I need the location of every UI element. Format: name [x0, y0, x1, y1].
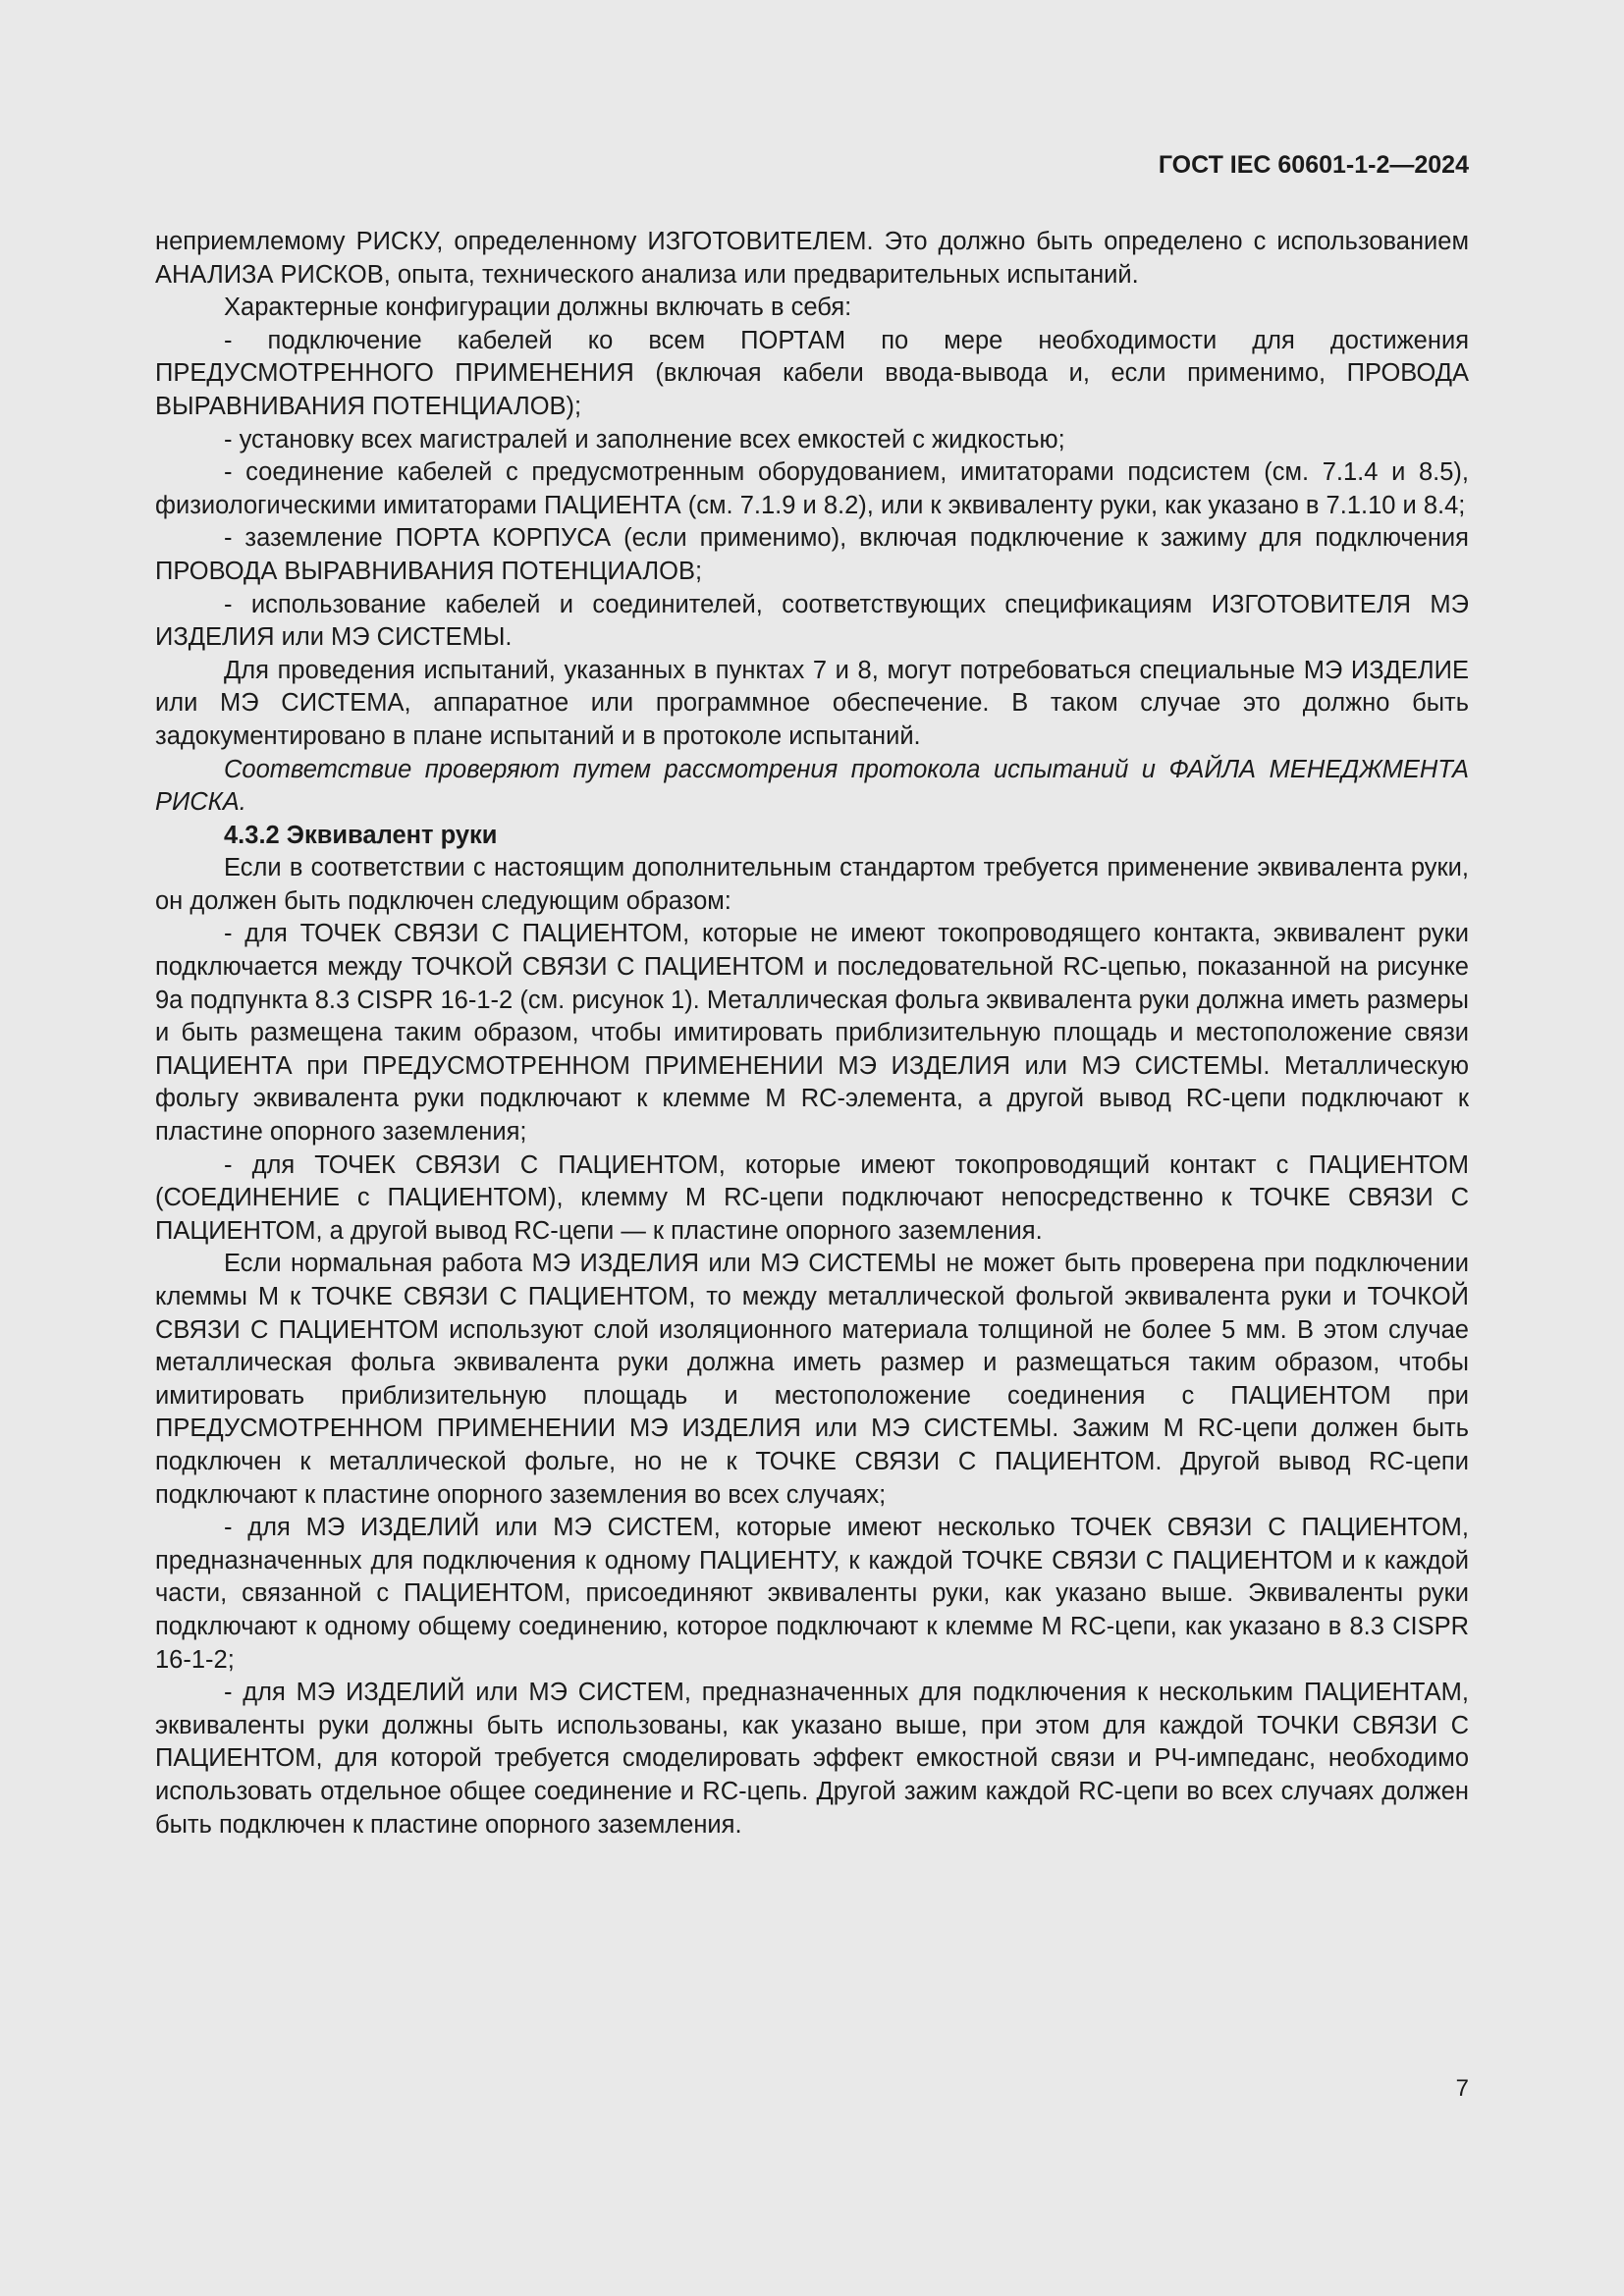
paragraph: Для проведения испытаний, указанных в пунктах 7 и 8, могут потребоваться специальные МЭ ИЗДЕЛИЕ или МЭ СИСТЕМА, аппаратное или программное обеспечение. В таком случае это должно быть задокументировано в плане испытаний и в протоколе испытаний.: [155, 656, 1469, 750]
paragraph: Если нормальная работа МЭ ИЗДЕЛИЯ или МЭ СИСТЕМЫ не может быть проверена при подключении клеммы M к ТОЧКЕ СВЯЗИ С ПАЦИЕНТОМ, то между металлической фольгой эквивалента руки и ТОЧКОЙ СВЯЗИ С ПАЦИЕНТОМ используют слой изоляционного материала толщиной не более 5 мм. В этом случае металлическая фольга эквивалента руки должна иметь размер и размещаться таким образом, чтобы имитировать приблизительную площадь и местоположение соединения с ПАЦИЕНТОМ при ПРЕДУСМОТРЕННОМ ПРИМЕНЕНИИ МЭ ИЗДЕЛИЯ или МЭ СИСТЕМЫ. Зажим M RC-цепи должен быть подключен к металлической фольге, но не к ТОЧКЕ СВЯЗИ С ПАЦИЕНТОМ. Другой вывод RC-цепи подключают к пластине опорного заземления во всех случаях;: [155, 1250, 1469, 1509]
page-number: 7: [1455, 2075, 1469, 2102]
paragraph: неприемлемому РИСКУ, определенному ИЗГОТОВИТЕЛЕМ. Это должно быть определено с использованием АНАЛИЗА РИСКОВ, опыта, технического анализа или предварительных испытаний.: [155, 228, 1469, 289]
document-body: [155, 226, 1469, 1842]
section-heading: 4.3.2 Эквивалент руки: [224, 821, 498, 849]
document-header: ГОСТ IEC 60601-1-2—2024: [1158, 151, 1469, 179]
list-item: - для МЭ ИЗДЕЛИЙ или МЭ СИСТЕМ, которые имеют несколько ТОЧЕК СВЯЗИ С ПАЦИЕНТОМ, предназначенных для подключения к одному ПАЦИЕНТУ, к каждой ТОЧКЕ СВЯЗИ С ПАЦИЕНТОМ и к каждой части, связанной с ПАЦИЕНТОМ, присоединяют эквиваленты руки, как указано выше. Эквиваленты руки подключают к одному общему соединению, которое подключают к клемме M RC-цепи, как указано в 8.3 CISPR 16-1-2;: [155, 1514, 1469, 1674]
list-item: - подключение кабелей ко всем ПОРТАМ по мере необходимости для достижения ПРЕДУСМОТРЕННОГО ПРИМЕНЕНИЯ (включая кабели ввода-вывода и, если применимо, ПРОВОДА ВЫРАВНИВАНИЯ ПОТЕНЦИАЛОВ);: [155, 326, 1469, 420]
paragraph: Если в соответствии с настоящим дополнительным стандартом требуется применение эквивалента руки, он должен быть подключен следующим образом:: [155, 854, 1469, 915]
list-item: - для ТОЧЕК СВЯЗИ С ПАЦИЕНТОМ, которые имеют токопроводящий контакт с ПАЦИЕНТОМ (СОЕДИНЕНИЕ с ПАЦИЕНТОМ), клемму M RC-цепи подключают непосредственно к ТОЧКЕ СВЯЗИ С ПАЦИЕНТОМ, а другой вывод RC-цепи — к пластине опорного заземления.: [155, 1150, 1469, 1245]
list-item: - для ТОЧЕК СВЯЗИ С ПАЦИЕНТОМ, которые не имеют токопроводящего контакта, эквивалент руки подключается между ТОЧКОЙ СВЯЗИ С ПАЦИЕНТОМ и последовательной RC-цепью, показанной на рисунке 9a подпункта 8.3 CISPR 16-1-2 (см. рисунок 1). Металлическая фольга эквивалента руки должна иметь размеры и быть размещена таким образом, чтобы имитировать приблизительную площадь и местоположение связи ПАЦИЕНТА при ПРЕДУСМОТРЕННОМ ПРИМЕНЕНИИ МЭ ИЗДЕЛИЯ или МЭ СИСТЕМЫ. Металлическую фольгу эквивалента руки подключают к клемме M RC-элемента, а другой вывод RC-цепи подключают к пластине опорного заземления;: [155, 920, 1469, 1147]
list-item: - для МЭ ИЗДЕЛИЙ или МЭ СИСТЕМ, предназначенных для подключения к нескольким ПАЦИЕНТАМ, эквиваленты руки должны быть использованы, как указано выше, при этом для каждой ТОЧКИ СВЯЗИ С ПАЦИЕНТОМ, для которой требуется смоделировать эффект емкостной связи и РЧ-импеданс, необходимо использовать отдельное общее соединение и RC-цепь. Другой зажим каждой RC-цепи во всех случаях должен быть подключен к пластине опорного заземления.: [155, 1679, 1469, 1839]
list-item: - использование кабелей и соединителей, соответствующих спецификациям ИЗГОТОВИТЕЛЯ МЭ ИЗДЕЛИЯ или МЭ СИСТЕМЫ.: [155, 590, 1469, 652]
list-item: - соединение кабелей с предусмотренным оборудованием, имитаторами подсистем (см. 7.1.4 и 8.5), физиологическими имитаторами ПАЦИЕНТА (см. 7.1.9 и 8.2), или к эквиваленту руки, как указано в 7.1.10 и 8.4;: [155, 458, 1469, 519]
paragraph: Характерные конфигурации должны включать в себя:: [224, 294, 852, 322]
compliance-statement: Соответствие проверяют путем рассмотрения протокола испытаний и ФАЙЛА МЕНЕДЖМЕНТА РИСКА.: [155, 755, 1469, 817]
list-item: - заземление ПОРТА КОРПУСА (если применимо), включая подключение к зажиму для подключения ПРОВОДА ВЫРАВНИВАНИЯ ПОТЕНЦИАЛОВ;: [155, 524, 1469, 585]
list-item: - установку всех магистралей и заполнение всех емкостей с жидкостью;: [224, 425, 1065, 454]
